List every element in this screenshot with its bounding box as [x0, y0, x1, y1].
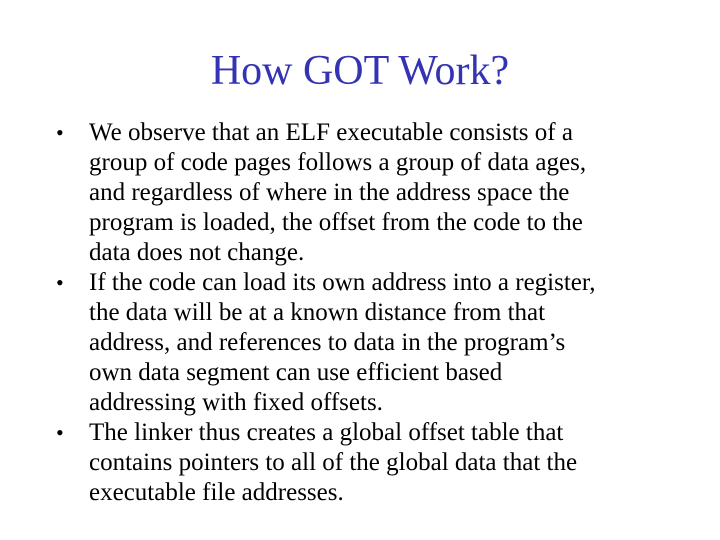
bullet-line: executable file addresses. [89, 479, 344, 506]
bullet-list [56, 118, 676, 508]
bullet-dot-icon: • [56, 120, 64, 145]
bullet-line: address, and references to data in the program’s [89, 329, 566, 356]
bullet-item [56, 418, 676, 508]
bullet-dot-icon: • [56, 270, 64, 295]
bullet-line: group of code pages follows a group of data ages, [89, 149, 587, 176]
bullet-line: data does not change. [89, 239, 305, 266]
bullet-line: program is loaded, the offset from the code to the [89, 209, 583, 236]
slide-title: How GOT Work? [210, 48, 510, 94]
bullet-line: addressing with fixed offsets. [89, 389, 383, 416]
bullet-line: If the code can load its own address into a register, [89, 269, 596, 296]
bullet-dot-icon: • [56, 420, 64, 445]
bullet-line: We observe that an ELF executable consists of a [89, 119, 573, 146]
bullet-item [56, 118, 676, 268]
bullet-line: contains pointers to all of the global data that the [89, 449, 578, 476]
bullet-line: own data segment can use efficient based [89, 359, 503, 386]
bullet-line: The linker thus creates a global offset table that [89, 419, 564, 446]
bullet-line: and regardless of where in the address space the [89, 179, 570, 206]
bullet-line: the data will be at a known distance from that [89, 299, 546, 326]
bullet-item [56, 268, 676, 418]
